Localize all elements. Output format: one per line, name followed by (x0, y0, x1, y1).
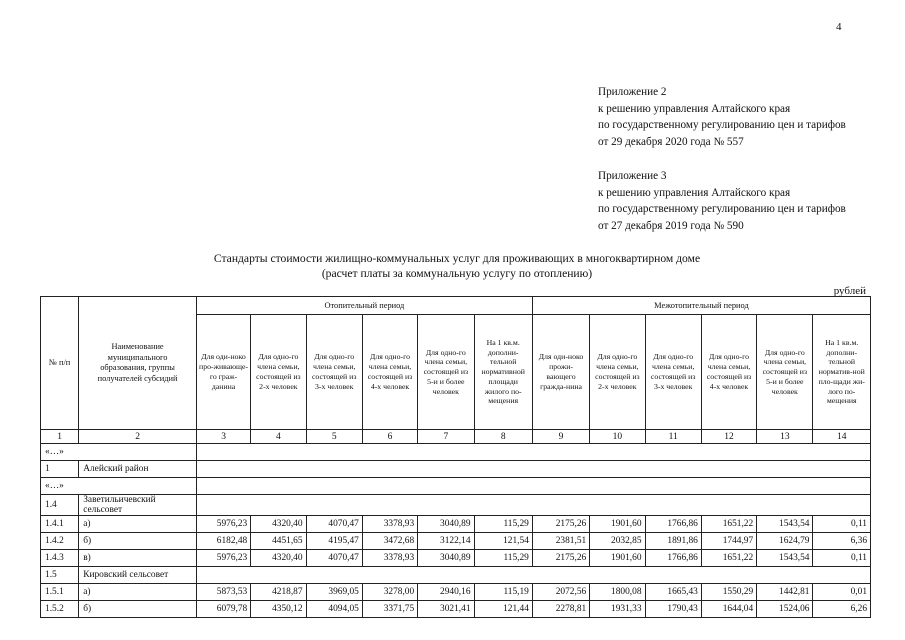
value-cell: 1665,43 (645, 584, 701, 601)
section-row (41, 495, 871, 516)
section-name: Алейский район (79, 461, 197, 478)
header-subcol: Для одно-го члена семьи, состоящей из 4-х человек (362, 315, 417, 430)
value-cell: 4070,47 (306, 516, 362, 533)
value-cell: 4451,65 (251, 533, 306, 550)
column-number: 1 (41, 430, 79, 444)
value-cell: 3040,89 (418, 550, 474, 567)
appendix-2-block (598, 84, 846, 150)
value-cell: 3122,14 (418, 533, 474, 550)
appendix-3-line: по государственному регулированию цен и тарифов (598, 203, 846, 215)
value-cell: 121,44 (474, 601, 532, 618)
column-number: 4 (251, 430, 306, 444)
column-number: 2 (79, 430, 197, 444)
empty-cell (196, 495, 870, 516)
header-subcol: На 1 кв.м. дополни-тельной нормативной площади жилого по-мещения (474, 315, 532, 430)
value-cell: 115,29 (474, 516, 532, 533)
header-subcol: Для одно-го члена семьи, состоящей из 3-х человек (306, 315, 362, 430)
header-heating-period: Отопительный период (196, 297, 532, 315)
column-number-row (41, 430, 871, 444)
value-cell: 5976,23 (196, 550, 250, 567)
appendix-3-line: Приложение 3 (598, 170, 667, 182)
value-cell: 1651,22 (701, 516, 756, 533)
group-name: б) (79, 533, 197, 550)
value-cell: 6,26 (813, 601, 871, 618)
appendix-3-line: к решению управления Алтайского края (598, 186, 791, 199)
value-cell: 4320,40 (251, 550, 306, 567)
value-cell: 6079,78 (196, 601, 250, 618)
value-cell: 1550,29 (701, 584, 756, 601)
appendix-2-line: по государственному регулированию цен и тарифов (598, 119, 846, 131)
column-number: 3 (196, 430, 250, 444)
header-row-top (41, 297, 871, 315)
value-cell: 0,11 (813, 516, 871, 533)
row-number: 1.5.1 (41, 584, 79, 601)
column-number: 12 (701, 430, 756, 444)
value-cell: 3040,89 (418, 516, 474, 533)
empty-cell (196, 444, 870, 461)
table-row (41, 601, 871, 618)
header-subcol: Для одно-го члена семьи, состоящей из 3-х человек (645, 315, 701, 430)
value-cell: 1524,06 (757, 601, 813, 618)
value-cell: 3021,41 (418, 601, 474, 618)
section-row (41, 461, 871, 478)
row-number: 1.5.2 (41, 601, 79, 618)
empty-cell (196, 567, 870, 584)
ellipsis-row (41, 444, 871, 461)
value-cell: 1651,22 (701, 550, 756, 567)
row-number: 1.4.2 (41, 533, 79, 550)
ellipsis-mark: «…» (41, 444, 197, 461)
value-cell: 4070,47 (306, 550, 362, 567)
value-cell: 4218,87 (251, 584, 306, 601)
header-subcol: Для оди-ноко про-живающе-го граж-данина (196, 315, 250, 430)
value-cell: 1901,60 (590, 550, 645, 567)
column-number: 5 (306, 430, 362, 444)
table-body (41, 297, 871, 618)
section-row (41, 567, 871, 584)
column-number: 13 (757, 430, 813, 444)
column-number: 14 (813, 430, 871, 444)
column-number: 11 (645, 430, 701, 444)
value-cell: 6,36 (813, 533, 871, 550)
ellipsis-mark: «…» (41, 478, 197, 495)
appendix-2-line: Приложение 2 (598, 86, 667, 98)
appendix-2-line: к решению управления Алтайского края (598, 102, 791, 115)
value-cell: 3371,75 (362, 601, 417, 618)
value-cell: 115,29 (474, 550, 532, 567)
header-subcol: На 1 кв.м. дополни-тельной норматив-ной пло-щади жи-лого по-мещения (813, 315, 871, 430)
column-number: 6 (362, 430, 417, 444)
value-cell: 1644,04 (701, 601, 756, 618)
value-cell: 1891,86 (645, 533, 701, 550)
value-cell: 1766,86 (645, 516, 701, 533)
appendix-3-block (598, 168, 846, 234)
value-cell: 4094,05 (306, 601, 362, 618)
section-name: Заветильичевский сельсовет (79, 495, 197, 516)
value-cell: 2940,16 (418, 584, 474, 601)
value-cell: 0,11 (813, 550, 871, 567)
value-cell: 1800,08 (590, 584, 645, 601)
row-number: 1 (41, 461, 79, 478)
header-subcol: Для одно-го члена семьи, состоящей из 4-х человек (701, 315, 756, 430)
group-name: в) (79, 550, 197, 567)
value-cell: 1543,54 (757, 550, 813, 567)
table-row (41, 550, 871, 567)
document-title: Стандарты стоимости жилищно-коммунальных услуг для проживающих в многоквартирном доме (213, 252, 701, 265)
appendix-2-line: от 29 декабря 2020 года № 557 (598, 135, 744, 148)
value-cell: 2032,85 (590, 533, 645, 550)
row-number: 1.4.3 (41, 550, 79, 567)
value-cell: 1931,33 (590, 601, 645, 618)
header-subcol: Для одно-го члена семьи, состоящей из 2-х человек (590, 315, 645, 430)
column-number: 9 (532, 430, 589, 444)
group-name: б) (79, 601, 197, 618)
column-number: 8 (474, 430, 532, 444)
tariff-table (40, 296, 871, 618)
value-cell: 115,19 (474, 584, 532, 601)
value-cell: 1624,79 (757, 533, 813, 550)
value-cell: 3969,05 (306, 584, 362, 601)
value-cell: 6182,48 (196, 533, 250, 550)
unit-label: рублей (833, 285, 866, 297)
document-subtitle: (расчет платы за коммунальную услугу по отоплению) (321, 267, 593, 280)
value-cell: 4320,40 (251, 516, 306, 533)
ellipsis-row (41, 478, 871, 495)
value-cell: 1790,43 (645, 601, 701, 618)
header-subcol: Для оди-ноко прожи-вающего гражда-нина (532, 315, 589, 430)
row-number: 1.5 (41, 567, 79, 584)
value-cell: 2175,26 (532, 550, 589, 567)
row-number: 1.4.1 (41, 516, 79, 533)
value-cell: 3378,93 (362, 550, 417, 567)
group-name: а) (79, 516, 197, 533)
header-subcol: Для одно-го члена семьи, состоящей из 5-и и более человек (418, 315, 474, 430)
value-cell: 2381,51 (532, 533, 589, 550)
empty-cell (196, 461, 870, 478)
header-subcol: Для одно-го члена семьи, состоящей из 2-х человек (251, 315, 306, 430)
table-row (41, 533, 871, 550)
value-cell: 1766,86 (645, 550, 701, 567)
value-cell: 3472,68 (362, 533, 417, 550)
value-cell: 1543,54 (757, 516, 813, 533)
value-cell: 5976,23 (196, 516, 250, 533)
header-interheating-period: Межотопительный период (532, 297, 870, 315)
appendix-3-line: от 27 декабря 2019 года № 590 (598, 219, 744, 232)
header-num: № п/п (41, 297, 79, 430)
value-cell: 2278,81 (532, 601, 589, 618)
value-cell: 4195,47 (306, 533, 362, 550)
header-subcol: Для одно-го члена семьи, состоящей из 5-и и более человек (757, 315, 813, 430)
header-name: Наименование муниципального образования, группы получателей субсидий (79, 297, 197, 430)
value-cell: 3278,00 (362, 584, 417, 601)
table-row (41, 516, 871, 533)
value-cell: 1442,81 (757, 584, 813, 601)
value-cell: 1744,97 (701, 533, 756, 550)
group-name: а) (79, 584, 197, 601)
value-cell: 4350,12 (251, 601, 306, 618)
value-cell: 5873,53 (196, 584, 250, 601)
value-cell: 2175,26 (532, 516, 589, 533)
column-number: 7 (418, 430, 474, 444)
value-cell: 2072,56 (532, 584, 589, 601)
value-cell: 3378,93 (362, 516, 417, 533)
column-number: 10 (590, 430, 645, 444)
empty-cell (196, 478, 870, 495)
value-cell: 0,01 (813, 584, 871, 601)
section-name: Кировский сельсовет (79, 567, 197, 584)
value-cell: 121,54 (474, 533, 532, 550)
page-number: 4 (836, 21, 842, 33)
value-cell: 1901,60 (590, 516, 645, 533)
table-row (41, 584, 871, 601)
row-number: 1.4 (41, 495, 79, 516)
